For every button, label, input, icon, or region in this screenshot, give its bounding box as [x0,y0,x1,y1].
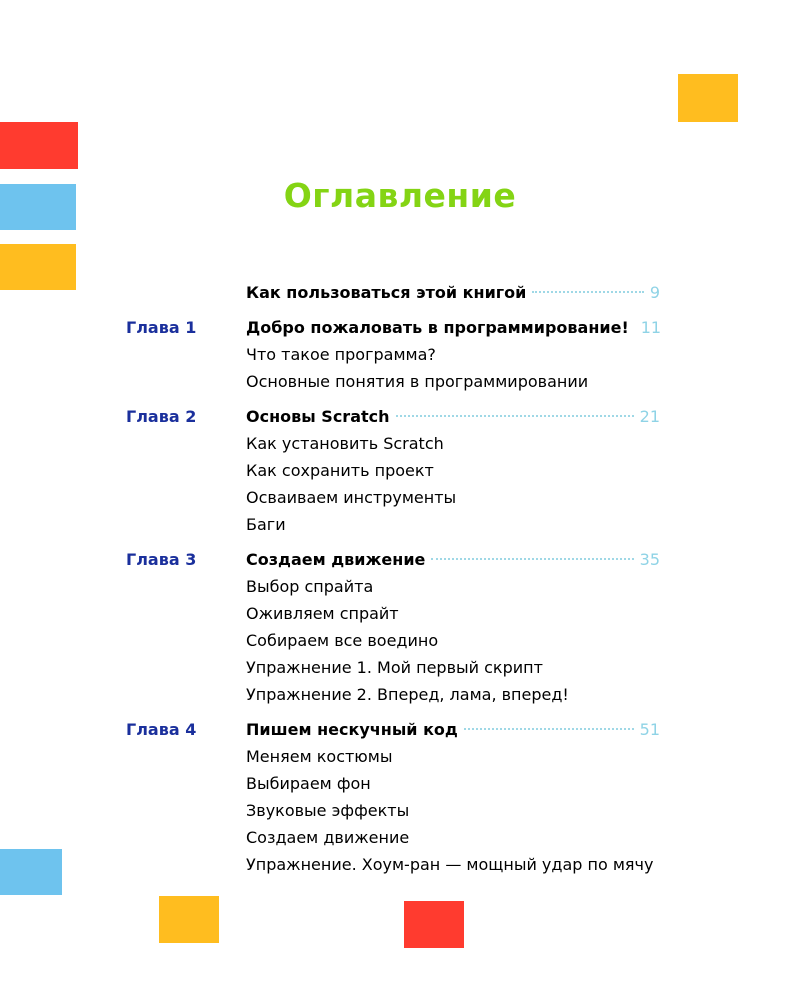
toc-intro [0,279,800,306]
toc-entry-title: Добро пожаловать в программирование! [246,318,629,337]
toc-page-number: 35 [639,550,660,569]
chapter-label: Глава 3 [126,550,197,569]
toc-entry-title: Пишем нескучный код [246,720,458,739]
table-of-contents [0,279,800,886]
toc-subitem[interactable]: Осваиваем инструменты [246,488,457,507]
toc-entry-chapter-2[interactable] [246,403,660,430]
decor-block-yellow-bottom [159,896,219,943]
chapter-label: Глава 1 [126,318,197,337]
toc-entry-title: Создаем движение [246,550,426,569]
toc-subitem[interactable]: Создаем движение [246,828,410,847]
toc-subitem[interactable]: Как сохранить проект [246,461,434,480]
page-title: Оглавление [283,176,517,215]
toc-entry-title: Основы Scratch [246,407,390,426]
toc-entry-chapter-1[interactable] [246,314,660,341]
toc-subitem[interactable]: Оживляем спрайт [246,604,399,623]
toc-subitem[interactable]: Что такое программа? [246,345,436,364]
toc-entry-chapter-4[interactable] [246,716,660,743]
chapter-label: Глава 4 [126,720,197,739]
toc-page-number: 21 [639,407,660,426]
decor-block-yellow-right [678,74,738,122]
toc-page-number: 11 [640,318,662,337]
toc-subitem[interactable]: Упражнение. Хоум-ран — мощный удар по мячу [246,855,654,874]
toc-chapter-2 [0,403,800,538]
toc-subitem[interactable]: Выбор спрайта [246,577,374,596]
dot-leader [431,558,633,560]
toc-page-number: 9 [649,283,660,302]
toc-entry-intro[interactable] [246,279,660,306]
toc-subitem[interactable]: Меняем костюмы [246,747,393,766]
dot-leader [396,415,634,417]
toc-chapter-3 [0,546,800,708]
toc-page-number: 51 [639,720,660,739]
decor-block-red-top [0,122,78,169]
toc-subitem[interactable]: Упражнение 1. Мой первый скрипт [246,658,543,677]
toc-chapter-1 [0,314,800,395]
toc-chapter-4 [0,716,800,878]
toc-entry-title: Как пользоваться этой книгой [246,283,527,302]
toc-subitem[interactable]: Выбираем фон [246,774,371,793]
toc-subitem[interactable]: Баги [246,515,286,534]
toc-subitem[interactable]: Упражнение 2. Вперед, лама, вперед! [246,685,569,704]
dot-leader [464,728,634,730]
toc-subitem[interactable]: Как установить Scratch [246,434,444,453]
dot-leader [532,291,643,293]
toc-entry-chapter-3[interactable] [246,546,660,573]
chapter-label: Глава 2 [126,407,197,426]
toc-subitem[interactable]: Собираем все воедино [246,631,439,650]
toc-subitem[interactable]: Звуковые эффекты [246,801,410,820]
toc-subitem[interactable]: Основные понятия в программировании [246,372,589,391]
decor-block-red-bottom [404,901,464,948]
